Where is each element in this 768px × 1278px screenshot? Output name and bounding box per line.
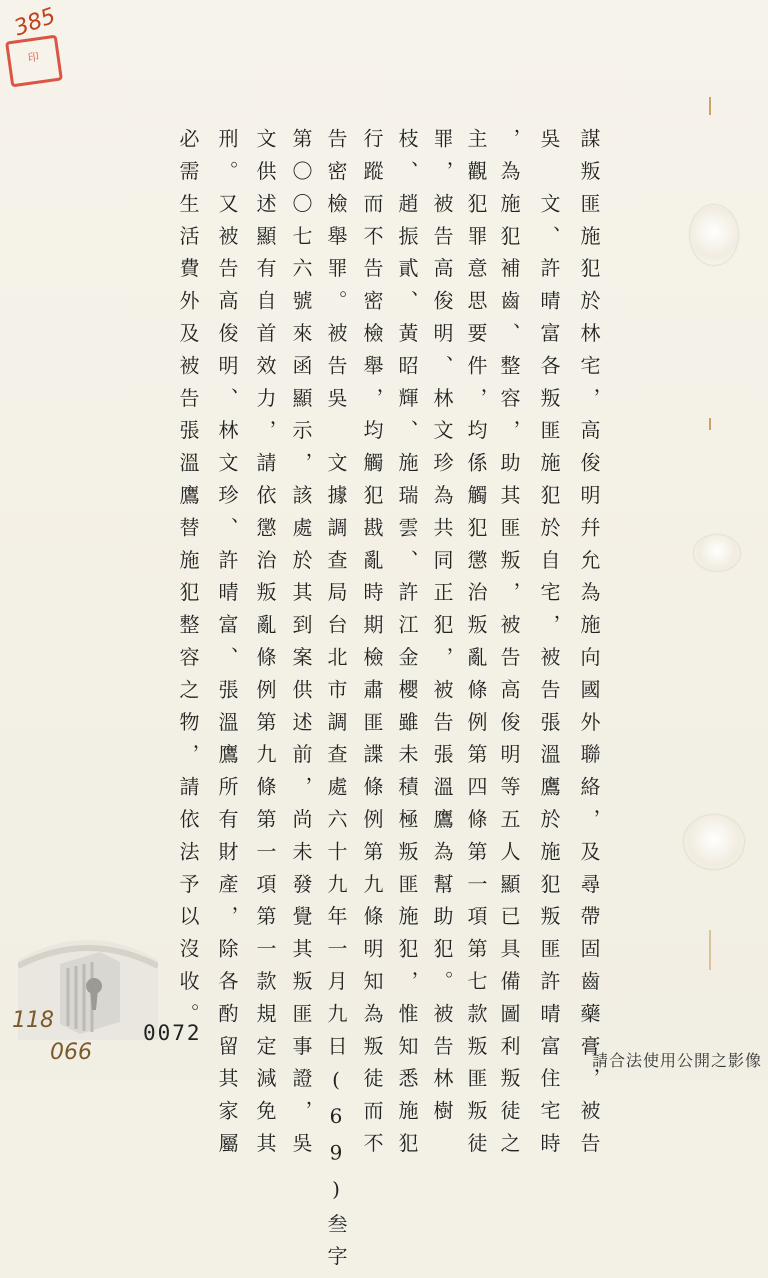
text-column-4: 主觀犯罪意思要件，均係觸犯懲治叛亂條例第四條第一項第七款叛匪叛徒 — [464, 128, 488, 1165]
text-column-11: 刑。又被告高俊明、林文珍、許晴富、張溫鷹所有財產，除各酌留其家屬 — [215, 128, 239, 1165]
text-column-7: 行蹤而不告密檢舉，均觸犯戡亂時期檢肅匪諜條例第九條明知為叛徒而不 — [360, 128, 384, 1165]
margin-mark — [709, 418, 711, 430]
text-column-9: 第〇〇七六號來函顯示，該處於其到案供述前，尚未發覺其叛匪事證，吳 — [289, 128, 313, 1165]
text-column-5: 罪，被告高俊明、林文珍為共同正犯，被告張溫鷹為幫助犯。被告林樹 — [430, 128, 454, 1133]
margin-mark — [709, 97, 711, 115]
staple-hole — [684, 815, 744, 869]
text-column-10: 文供述顯有自首效力，請依懲治叛亂條例第九條第一項第一款規定減免其 — [253, 128, 277, 1165]
handwritten-annotation-118: 118 — [12, 1008, 54, 1033]
red-seal-stamp: 印 — [5, 35, 63, 88]
handwritten-annotation-top: 385 — [10, 3, 60, 42]
staple-hole — [690, 205, 738, 265]
text-column-8: 告密檢舉罪。被告吳 文據調查局台北市調查處六十九年一月九日(69)叁字 — [324, 128, 348, 1278]
staple-hole — [694, 535, 740, 571]
text-column-2: 吳 文、許晴富各叛匪施犯於自宅，被告張溫鷹於施犯叛匪許晴富住宅時 — [537, 128, 561, 1165]
text-column-1: 謀叛匪施犯於林宅，高俊明幷允為施向國外聯絡，及尋帶固齒藥膏，被告 — [577, 128, 601, 1165]
text-column-12: 必需生活費外及被告張溫鷹替施犯整容之物，請依法予以沒收。 — [176, 128, 200, 1036]
page-number: 0072 — [143, 1021, 202, 1045]
margin-mark — [709, 930, 711, 970]
text-column-6: 枝、趙振貳、黃昭輝、施瑞雲、許江金櫻雖未積極叛匪施犯，惟知悉施犯 — [395, 128, 419, 1165]
text-column-3: ，為施犯補齒、整容，助其匪叛，被告高俊明等五人顯已具備圖利叛徒之 — [497, 128, 521, 1165]
handwritten-annotation-066: 066 — [50, 1040, 92, 1065]
usage-watermark: 請合法使用公開之影像 — [591, 1051, 762, 1070]
